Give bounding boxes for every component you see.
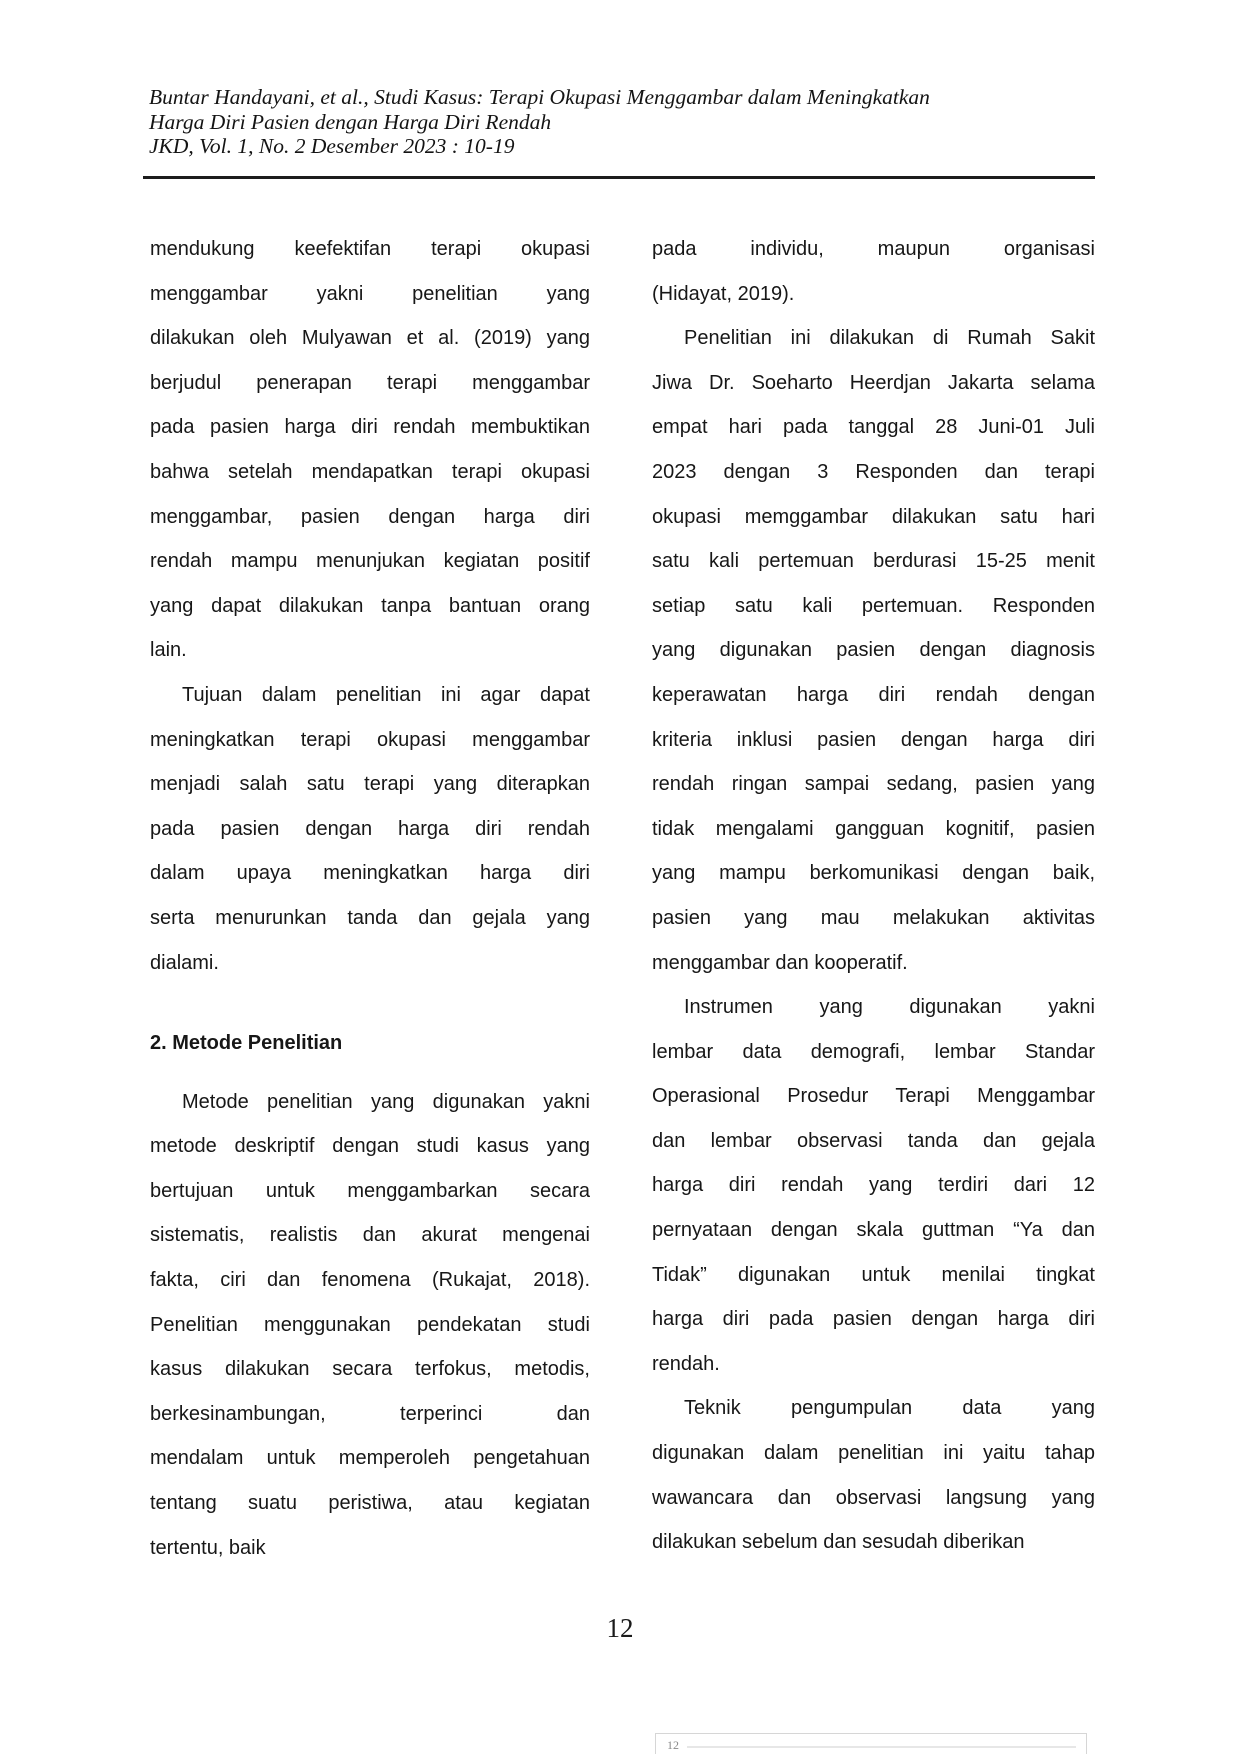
next-page-header-rule bbox=[687, 1746, 1076, 1748]
journal-header bbox=[149, 85, 1109, 159]
text-line: tidak mengalami gangguan kognitif, pasien bbox=[652, 817, 1095, 840]
text-line: serta menurunkan tanda dan gejala yang bbox=[150, 906, 590, 929]
page-number: 12 bbox=[606, 1613, 634, 1643]
text-line: keperawatan harga diri rendah dengan bbox=[652, 683, 1095, 706]
text-line: mendalam untuk memperoleh pengetahuan bbox=[150, 1447, 590, 1470]
next-page-number: 12 bbox=[667, 1738, 679, 1752]
text-line: (Hidayat, 2019). bbox=[652, 282, 795, 305]
text-line: Metode penelitian yang digunakan yakni bbox=[182, 1090, 590, 1113]
text-line: wawancara dan observasi langsung yang bbox=[652, 1486, 1095, 1509]
text-line: lembar data demografi, lembar Standar bbox=[652, 1040, 1095, 1063]
header-line-2: Harga Diri Pasien dengan Harga Diri Rendah bbox=[149, 109, 552, 134]
text-line: pada pasien harga diri rendah membuktikan bbox=[150, 416, 590, 439]
text-line: satu kali pertemuan berdurasi 15-25 menit bbox=[652, 550, 1095, 573]
text-line: setiap satu kali pertemuan. Responden bbox=[652, 594, 1095, 617]
text-line: dilakukan oleh Mulyawan et al. (2019) yang bbox=[150, 327, 590, 350]
text-line: Penelitian ini dilakukan di Rumah Sakit bbox=[684, 327, 1095, 350]
text-line: bertujuan untuk menggambarkan secara bbox=[150, 1179, 590, 1202]
text-line: pada individu, maupun organisasi bbox=[652, 238, 1095, 260]
text-line: menggambar dan kooperatif. bbox=[652, 951, 908, 974]
text-line: empat hari pada tanggal 28 Juni-01 Juli bbox=[652, 416, 1095, 439]
text-line: Tidak” digunakan untuk menilai tingkat bbox=[652, 1263, 1095, 1286]
text-line: menggambar, pasien dengan harga diri bbox=[150, 505, 590, 528]
text-line: Instrumen yang digunakan yakni bbox=[684, 996, 1095, 1019]
header-line-1: Buntar Handayani, et al., Studi Kasus: Terapi Okupasi Menggambar dalam Meningkatkan bbox=[149, 85, 930, 109]
section-heading: 2. Metode Penelitian bbox=[150, 1032, 343, 1055]
header-line-3: JKD, Vol. 1, No. 2 Desember 2023 : 10-19 bbox=[149, 134, 515, 158]
text-line: yang dapat dilakukan tanpa bantuan orang bbox=[150, 594, 590, 617]
text-line: kasus dilakukan secara terfokus, metodis, bbox=[150, 1358, 590, 1381]
text-line: harga diri rendah yang terdiri dari 12 bbox=[652, 1174, 1095, 1197]
text-line: metode deskriptif dengan studi kasus yang bbox=[150, 1135, 590, 1158]
text-line: dalam upaya meningkatkan harga diri bbox=[150, 862, 590, 885]
text-line: menjadi salah satu terapi yang diterapkan bbox=[150, 773, 590, 796]
text-line: mendukung keefektifan terapi okupasi bbox=[150, 238, 590, 260]
text-line: lain. bbox=[150, 639, 187, 662]
text-line: rendah. bbox=[652, 1352, 720, 1375]
text-line: dialami. bbox=[150, 951, 219, 974]
header-rule bbox=[143, 176, 1095, 179]
next-page-preview bbox=[655, 1733, 1087, 1754]
text-line: tentang suatu peristiwa, atau kegiatan bbox=[150, 1492, 590, 1515]
text-line: meningkatkan terapi okupasi menggambar bbox=[150, 728, 590, 751]
right-column bbox=[652, 227, 1095, 1565]
text-line: kriteria inklusi pasien dengan harga diri bbox=[652, 728, 1095, 751]
text-line: pasien yang mau melakukan aktivitas bbox=[652, 906, 1095, 929]
text-line: Teknik pengumpulan data yang bbox=[684, 1397, 1095, 1420]
left-column bbox=[150, 227, 590, 1570]
text-line: okupasi memggambar dilakukan satu hari bbox=[652, 505, 1095, 528]
text-line: berkesinambungan, terperinci dan bbox=[150, 1402, 590, 1425]
text-line: Tujuan dalam penelitian ini agar dapat bbox=[182, 683, 590, 706]
text-line: pada pasien dengan harga diri rendah bbox=[150, 817, 590, 840]
text-line: yang digunakan pasien dengan diagnosis bbox=[652, 639, 1095, 662]
text-line: fakta, ciri dan fenomena (Rukajat, 2018). bbox=[150, 1269, 590, 1292]
text-line: berjudul penerapan terapi menggambar bbox=[150, 371, 590, 394]
text-line: sistematis, realistis dan akurat mengenai bbox=[150, 1224, 590, 1247]
text-line: Jiwa Dr. Soeharto Heerdjan Jakarta selama bbox=[652, 371, 1095, 394]
text-line: tertentu, baik bbox=[150, 1536, 266, 1559]
text-line: dan lembar observasi tanda dan gejala bbox=[652, 1129, 1095, 1152]
text-line: rendah mampu menunjukan kegiatan positif bbox=[150, 550, 590, 573]
text-line: 2023 dengan 3 Responden dan terapi bbox=[652, 460, 1095, 483]
text-line: yang mampu berkomunikasi dengan baik, bbox=[652, 862, 1095, 885]
text-line: digunakan dalam penelitian ini yaitu tahap bbox=[652, 1442, 1095, 1465]
text-line: Operasional Prosedur Terapi Menggambar bbox=[652, 1085, 1095, 1108]
text-line: menggambar yakni penelitian yang bbox=[150, 282, 590, 305]
text-line: bahwa setelah mendapatkan terapi okupasi bbox=[150, 460, 590, 483]
text-line: rendah ringan sampai sedang, pasien yang bbox=[652, 773, 1095, 796]
text-line: Penelitian menggunakan pendekatan studi bbox=[150, 1313, 590, 1336]
text-line: dilakukan sebelum dan sesudah diberikan bbox=[652, 1531, 1025, 1554]
text-line: pernyataan dengan skala guttman “Ya dan bbox=[652, 1219, 1095, 1242]
text-line: harga diri pada pasien dengan harga diri bbox=[652, 1308, 1095, 1331]
